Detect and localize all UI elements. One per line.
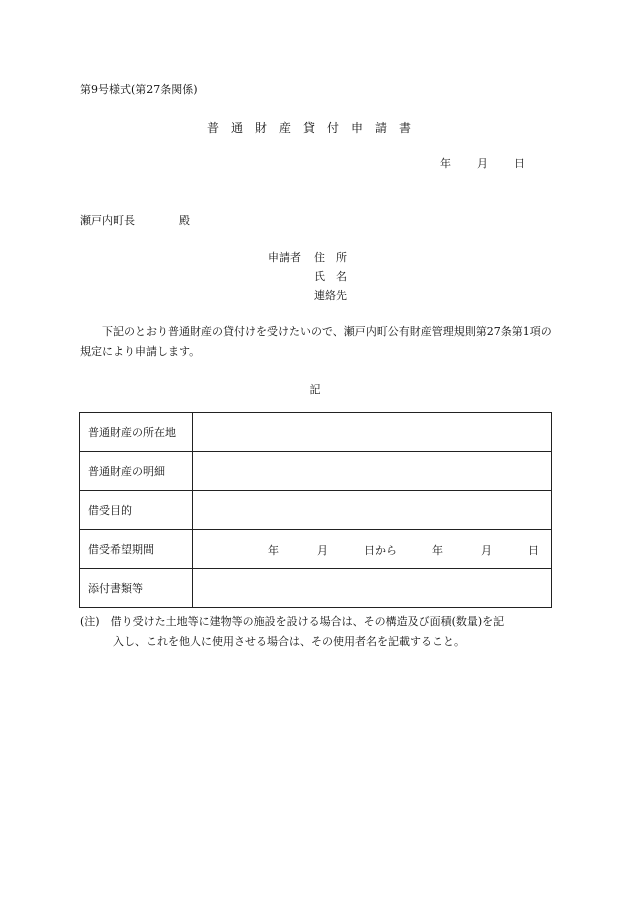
ki-label: 記 (309, 383, 321, 396)
purpose-field[interactable] (193, 491, 552, 530)
note (80, 612, 560, 652)
detail-table (79, 412, 552, 608)
period-month1: 月 (317, 544, 328, 557)
addressee (80, 212, 190, 228)
period-from: 日から (364, 544, 397, 557)
applicant-contact-label: 連絡先 (314, 289, 347, 302)
table-row (80, 452, 552, 491)
table-row (80, 413, 552, 452)
note-line-2: 入し、これを他人に使用させる場合は、その使用者名を記載すること。 (113, 635, 465, 648)
table-row (80, 491, 552, 530)
date-year-label: 年 (440, 157, 451, 170)
period-month2: 月 (481, 544, 492, 557)
row-label-location: 普通財産の所在地 (80, 413, 193, 452)
period-year2: 年 (432, 544, 443, 557)
date-month-label: 月 (477, 157, 488, 170)
row-label-purpose: 借受目的 (80, 491, 193, 530)
applicant-block (268, 248, 347, 305)
addressee-honorific: 殿 (179, 214, 190, 227)
addressee-name: 瀬戸内町長 (80, 214, 135, 227)
attachments-field[interactable] (193, 569, 552, 608)
document-title: 普通財産貸付申請書 (206, 121, 423, 135)
form-number: 第9号様式(第27条関係) (80, 83, 198, 96)
row-label-details: 普通財産の明細 (80, 452, 193, 491)
period-field[interactable] (193, 530, 552, 569)
date-day-label: 日 (514, 157, 525, 170)
table-row (80, 530, 552, 569)
location-field[interactable] (193, 413, 552, 452)
row-label-attachments: 添付書類等 (80, 569, 193, 608)
note-line-1: (注) 借り受けた土地等に建物等の施設を設ける場合は、その構造及び面積(数量)を記 (80, 615, 505, 628)
period-day2: 日 (528, 544, 539, 557)
applicant-label: 申請者 (268, 251, 301, 264)
date-line (440, 155, 525, 171)
applicant-address-label: 住 所 (314, 251, 347, 264)
table-row (80, 569, 552, 608)
applicant-name-label: 氏 名 (314, 270, 347, 283)
period-year1: 年 (268, 544, 279, 557)
row-label-period: 借受希望期間 (80, 530, 193, 569)
body-text: 下記のとおり普通財産の貸付けを受けたいので、瀬戸内町公有財産管理規則第27条第1項の規定により申請します。 (80, 325, 552, 358)
details-field[interactable] (193, 452, 552, 491)
